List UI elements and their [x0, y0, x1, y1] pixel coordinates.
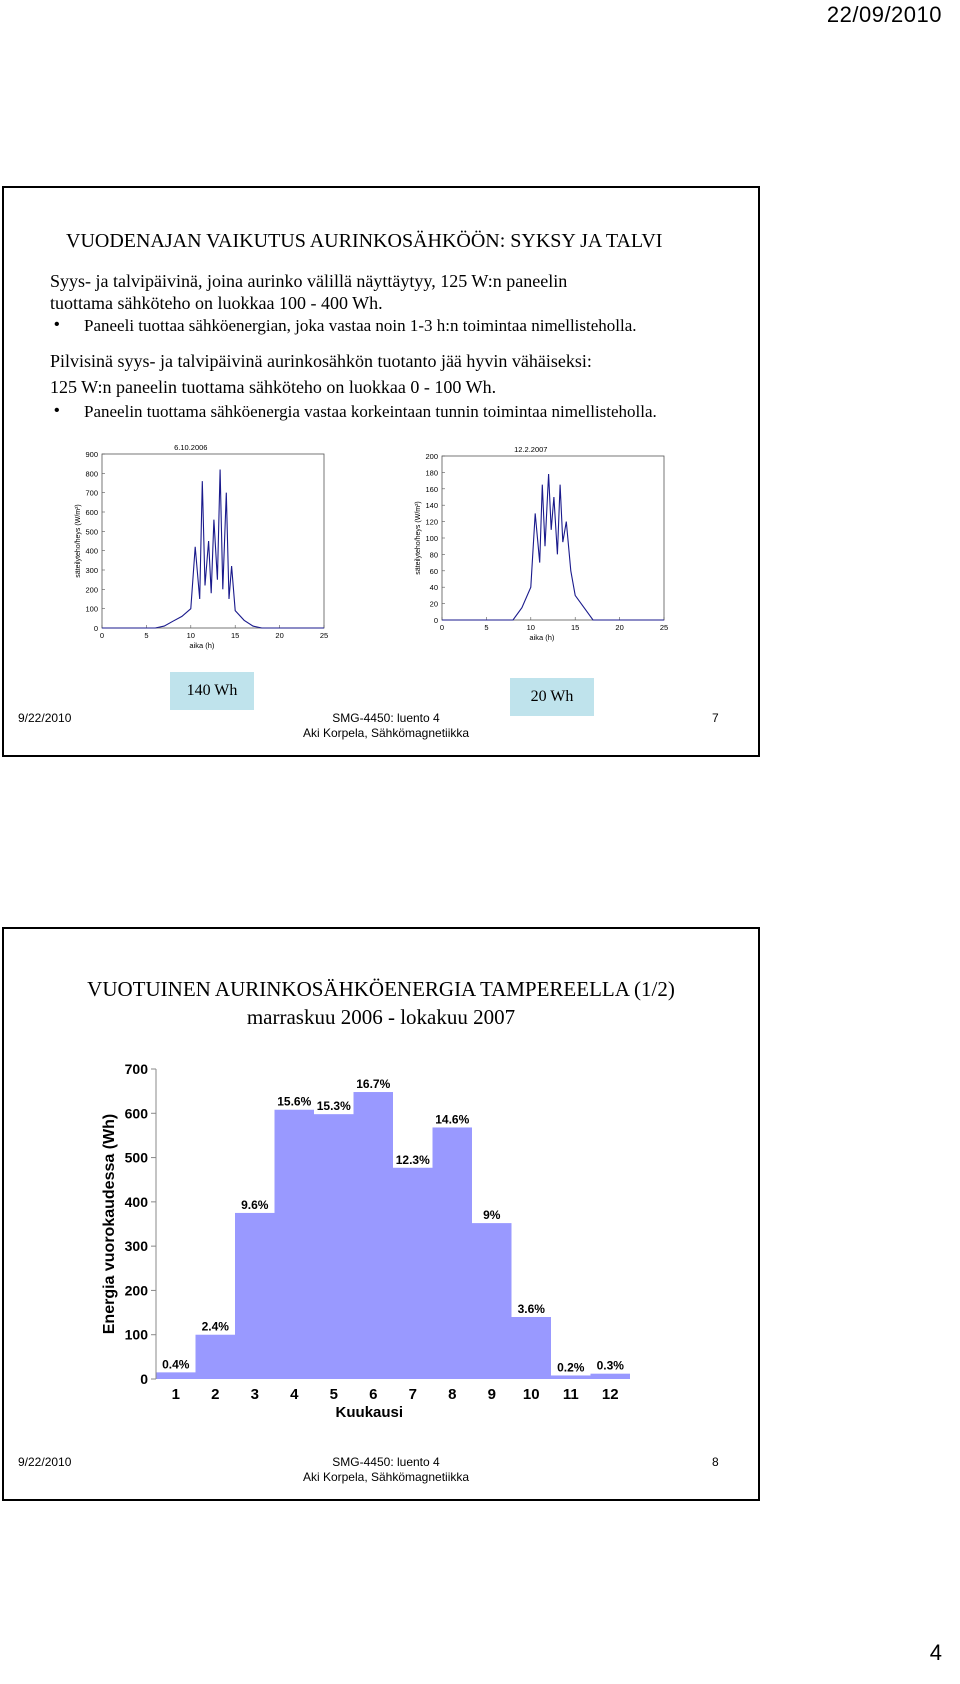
- energy-box-left: 140 Wh: [170, 672, 254, 710]
- y-tick-label: 100: [124, 1326, 148, 1343]
- y-tick-label: 60: [429, 566, 438, 576]
- y-tick-label: 600: [85, 508, 98, 517]
- x-tick-label: 5: [144, 631, 149, 640]
- y-tick-label: 200: [85, 585, 98, 595]
- y-tick-label: 20: [429, 599, 438, 609]
- slide-8: [2, 927, 760, 1501]
- bar: [156, 1372, 196, 1379]
- footer-date: 9/22/2010: [18, 711, 72, 725]
- x-tick-label: 20: [615, 623, 624, 632]
- bar-value-label: 12.3%: [395, 1152, 430, 1167]
- bar-value-label: 15.6%: [277, 1094, 312, 1109]
- bar: [235, 1213, 275, 1379]
- bar: [472, 1223, 512, 1379]
- y-tick-label: 400: [85, 546, 98, 556]
- y-tick-label: 40: [429, 583, 438, 593]
- text-line-4: 125 W:n paneelin tuottama sähköteho on luokkaa 0 - 100 Wh.: [50, 377, 497, 397]
- y-tick-label: 200: [124, 1282, 148, 1299]
- footer-course: SMG-4450: luento 4: [332, 1455, 440, 1469]
- y-tick-label: 700: [124, 1061, 148, 1077]
- text-line-1: Syys- ja talvipäivinä, joina aurinko välillä näyttäytyy, 125 W:n paneelin: [50, 271, 568, 291]
- y-tick-label: 120: [425, 517, 438, 527]
- x-tick-label: 10: [186, 631, 195, 640]
- slide-title: VUOTUINEN AURINKOSÄHKÖENERGIA TAMPEREELLA (1/2): [87, 977, 675, 1001]
- bullet-text-1: Paneeli tuottaa sähköenergian, joka vastaa noin 1-3 h:n toimintaa nimellisteholla.: [84, 316, 637, 335]
- monthly-energy-chart: [96, 1055, 656, 1435]
- bar-value-label: 16.7%: [356, 1077, 391, 1092]
- x-tick-label: 0: [99, 631, 105, 640]
- x-tick-label: 12: [601, 1386, 619, 1403]
- x-axis-label: Kuukausi: [335, 1404, 404, 1421]
- x-tick-label: 25: [659, 623, 669, 632]
- y-tick-label: 100: [425, 534, 438, 543]
- slide-title: VUODENAJAN VAIKUTUS AURINKOSÄHKÖÖN: SYKSY JA TALVI: [66, 230, 663, 252]
- y-axis-label: säteilyteho/heys (W/m²): [75, 504, 82, 578]
- y-tick-label: 600: [124, 1105, 148, 1122]
- bar: [591, 1374, 631, 1379]
- x-tick-label: 4: [290, 1386, 299, 1403]
- x-tick-label: 7: [408, 1386, 417, 1403]
- bar: [433, 1127, 473, 1379]
- y-tick-label: 0: [140, 1371, 148, 1387]
- x-tick-label: 1: [171, 1386, 180, 1403]
- x-tick-label: 11: [562, 1386, 579, 1403]
- y-axis-label: Energia vuorokaudessa (Wh): [101, 1113, 118, 1335]
- y-tick-label: 300: [85, 566, 98, 575]
- y-tick-label: 160: [425, 484, 438, 494]
- y-tick-label: 500: [85, 527, 98, 537]
- bar-value-label: 15.3%: [316, 1099, 351, 1114]
- plot-title: 6.10.2006: [174, 443, 208, 452]
- y-tick-label: 900: [85, 450, 98, 459]
- x-tick-label: 2: [211, 1386, 220, 1403]
- x-tick-label: 3: [250, 1386, 259, 1403]
- y-tick-label: 700: [85, 488, 98, 498]
- footer-center: [236, 711, 536, 741]
- header-date: 22/09/2010: [826, 2, 942, 27]
- bar: [512, 1317, 552, 1379]
- y-tick-label: 500: [124, 1149, 148, 1166]
- irradiance-chart-autumn: [62, 438, 342, 648]
- x-tick-label: 5: [329, 1386, 338, 1403]
- y-tick-label: 300: [124, 1238, 148, 1255]
- footer-slide-number: 8: [712, 1455, 719, 1469]
- y-tick-label: 140: [425, 501, 438, 511]
- y-tick-label: 800: [85, 469, 98, 479]
- x-tick-label: 25: [319, 631, 329, 640]
- plot-title: 12.2.2007: [514, 445, 548, 454]
- x-tick-label: 9: [487, 1386, 496, 1403]
- x-tick-label: 15: [231, 631, 240, 640]
- x-tick-label: 5: [484, 623, 489, 632]
- bullet-dot: •: [54, 402, 60, 419]
- y-tick-label: 0: [433, 616, 438, 625]
- x-tick-label: 15: [571, 623, 580, 632]
- bullet-text-2: Paneelin tuottama sähköenergia vastaa korkeintaan tunnin toimintaa nimellisteholla.: [84, 402, 657, 421]
- bar: [354, 1092, 394, 1379]
- y-tick-label: 400: [124, 1193, 148, 1210]
- bar-value-label: 9%: [483, 1208, 501, 1223]
- bar: [393, 1168, 433, 1379]
- bar: [196, 1335, 236, 1379]
- y-tick-label: 200: [425, 452, 438, 461]
- x-tick-label: 8: [448, 1386, 457, 1403]
- bar-value-label: 9.6%: [241, 1197, 269, 1212]
- irradiance-chart-winter: [402, 445, 682, 650]
- x-tick-label: 6: [369, 1386, 378, 1403]
- x-axis-label: aika (h): [189, 641, 215, 650]
- y-tick-label: 80: [429, 550, 438, 560]
- bar: [551, 1375, 591, 1379]
- footer-date: 9/22/2010: [18, 1455, 72, 1469]
- text-line-3: Pilvisinä syys- ja talvipäivinä aurinkosähkön tuotanto jää hyvin vähäiseksi:: [50, 351, 592, 371]
- x-axis-label: aika (h): [529, 633, 555, 642]
- energy-box-right: 20 Wh: [510, 678, 594, 716]
- plot-frame: [442, 456, 664, 620]
- x-tick-label: 0: [439, 623, 445, 632]
- slide-subtitle: marraskuu 2006 - lokakuu 2007: [246, 1005, 516, 1029]
- bar-value-label: 3.6%: [517, 1302, 545, 1316]
- bar-value-label: 0.4%: [162, 1357, 190, 1372]
- footer-slide-number: 7: [712, 711, 719, 725]
- y-tick-label: 100: [85, 604, 98, 614]
- x-tick-label: 20: [275, 631, 284, 640]
- bar-value-label: 0.3%: [596, 1358, 624, 1373]
- y-tick-label: 180: [425, 468, 438, 478]
- footer-author: Aki Korpela, Sähkömagnetiikka: [302, 726, 470, 740]
- x-tick-label: 10: [522, 1386, 540, 1403]
- bar: [275, 1110, 315, 1379]
- footer-author: Aki Korpela, Sähkömagnetiikka: [302, 1470, 470, 1484]
- page-number: 4: [929, 1640, 942, 1665]
- x-tick-label: 10: [526, 623, 535, 632]
- footer-center: [236, 1455, 536, 1485]
- bar-value-label: 0.2%: [557, 1360, 585, 1375]
- slide-7: [2, 186, 760, 757]
- y-axis-label: säteilyteho/heys (W/m²): [415, 501, 422, 575]
- bar-value-label: 2.4%: [201, 1319, 229, 1334]
- text-line-2: tuottama sähköteho on luokkaa 100 - 400 Wh.: [50, 293, 383, 313]
- bullet-dot: •: [54, 316, 60, 333]
- footer-course: SMG-4450: luento 4: [332, 711, 440, 725]
- y-tick-label: 0: [93, 624, 98, 633]
- bar-value-label: 14.6%: [435, 1112, 470, 1127]
- bar: [314, 1114, 354, 1379]
